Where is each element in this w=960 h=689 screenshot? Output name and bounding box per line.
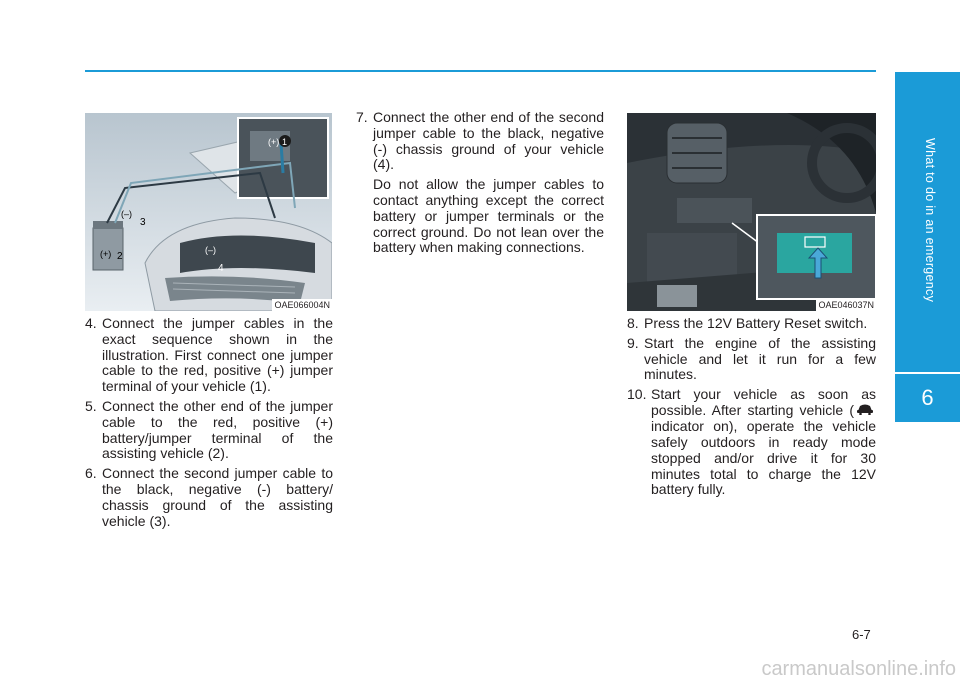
figure-code: OAE066004N: [274, 300, 330, 310]
step-number: 6.: [85, 465, 97, 482]
step-item: [627, 316, 876, 332]
battery-reset-illustration: [627, 113, 876, 311]
jump-start-illustration: [85, 113, 332, 311]
step-text-after: indicator on), operate the vehicle safely outdoors in ready mode stopped and/or drive it for 30 minutes total to charge the 12V battery fully.: [651, 418, 876, 498]
step-number: 5.: [85, 397, 97, 414]
footer-watermark: carmanualsonline.info: [761, 658, 956, 680]
label-3: 3: [140, 217, 146, 228]
step-item: [627, 336, 876, 383]
chapter-side-tab: [895, 0, 960, 689]
svg-text:(–): (–): [121, 209, 132, 219]
step-text-before: Start your vehicle as soon as possible. After starting vehicle (: [651, 386, 876, 418]
step-text: Start the engine of the assisting vehicle and let it run for a few minutes.: [644, 334, 876, 383]
step-item: [85, 399, 333, 462]
step-text: Connect the other end of the jumper cable to the red, positive (+) battery/jumper terminal of the assisting vehicle (2).: [102, 397, 333, 462]
chapter-title: What to do in an emergency: [923, 137, 937, 303]
step-text: Connect the other end of the second jumper cable to the black, negative (-) chassis ground of your vehicle (4).: [373, 109, 604, 173]
label-1: 1: [282, 137, 288, 147]
step-item: [627, 387, 876, 498]
step-number: 10.: [627, 386, 647, 403]
svg-text:(+): (+): [268, 137, 280, 147]
figure-code: OAE046037N: [818, 300, 874, 310]
svg-text:(–): (–): [205, 245, 216, 255]
label-2: 2: [117, 251, 123, 262]
step-text: Press the 12V Battery Reset switch.: [644, 315, 868, 331]
steps-column-right: [627, 316, 876, 502]
step-item: [85, 466, 333, 529]
step-number: 4.: [85, 315, 97, 331]
label-4: 4: [218, 263, 224, 274]
jump-start-drawing: [85, 113, 332, 311]
car-ready-icon: [856, 403, 874, 419]
step-item: [85, 316, 333, 395]
dashboard-drawing: [627, 113, 876, 311]
steps-column-middle: [356, 110, 604, 256]
step-number: 9.: [627, 334, 639, 351]
step-text: Connect the second jumper cable to the black, negative (-) battery/ chassis ground of the assisting vehicle (3).: [102, 465, 333, 529]
step-text: Connect the jumper cables in the exact sequence shown in the illustration. First connect one jumper cable to the red, positive (+) jumper terminal of your vehicle (1).: [102, 315, 333, 395]
svg-text:(+): (+): [100, 249, 112, 259]
steps-column-left: [85, 316, 333, 533]
step-item: [356, 110, 604, 173]
step-number: 8.: [627, 315, 639, 331]
step-note: Do not allow the jumper cables to contact anything except the correct battery or jumper terminals or the correct ground. Do not lean over the battery when making connections.: [373, 176, 604, 256]
top-rule: [85, 70, 876, 72]
step-number: 7.: [356, 109, 368, 125]
chapter-number: 6: [895, 374, 960, 422]
page-number: 6-7: [852, 627, 871, 642]
